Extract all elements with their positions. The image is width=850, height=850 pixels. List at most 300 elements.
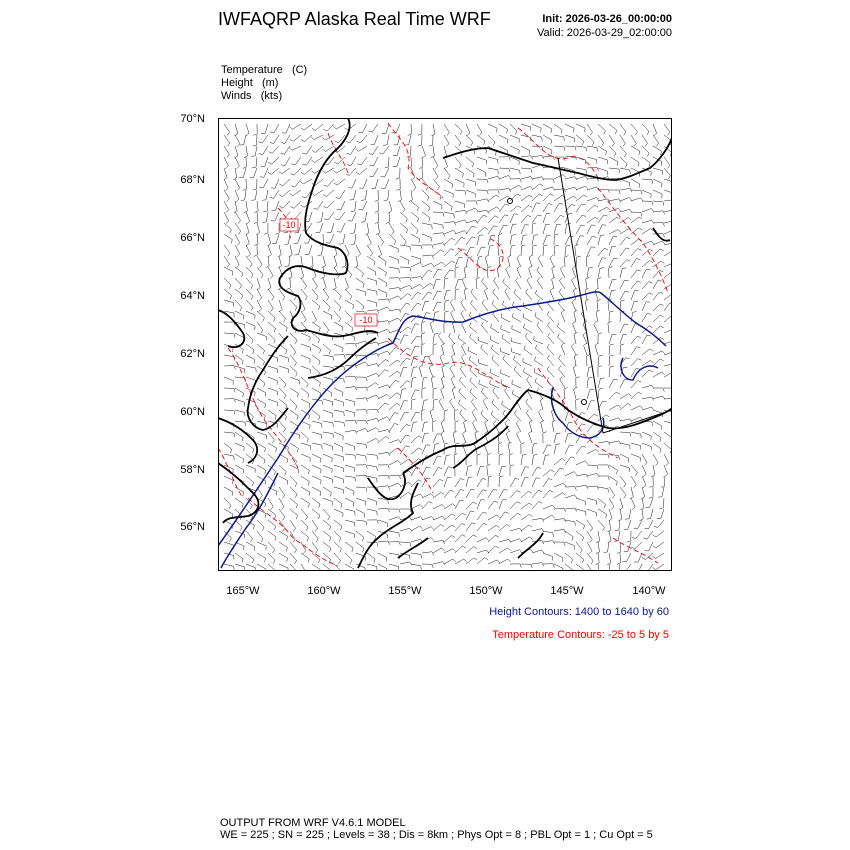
wind-barb bbox=[477, 135, 485, 141]
wind-barb bbox=[554, 508, 564, 509]
wind-barb-feather bbox=[274, 340, 276, 344]
wind-barb-feather bbox=[420, 517, 423, 520]
wind-barb-feather bbox=[491, 411, 492, 415]
wind-barb bbox=[642, 465, 646, 474]
wind-barb-feather bbox=[387, 307, 390, 310]
wind-barb bbox=[609, 367, 610, 377]
wind-barb-feather bbox=[559, 355, 561, 358]
wind-barb-feather bbox=[269, 152, 273, 154]
wind-barb bbox=[290, 388, 298, 393]
wind-barb-feather bbox=[575, 244, 579, 246]
wind-barb bbox=[527, 280, 532, 289]
wind-barb-feather bbox=[459, 377, 461, 381]
wind-barb bbox=[246, 256, 252, 264]
wind-barb bbox=[244, 135, 246, 145]
wind-barb-feather bbox=[494, 501, 498, 502]
wind-barb bbox=[301, 531, 309, 538]
wind-barb-feather bbox=[278, 255, 282, 257]
wind-barb bbox=[501, 373, 510, 377]
wind-barb bbox=[301, 377, 308, 384]
wind-barb bbox=[301, 355, 310, 359]
wind-barb bbox=[266, 212, 268, 222]
wind-barb-feather bbox=[595, 288, 598, 290]
wind-barb bbox=[444, 212, 454, 214]
wind-barb-feather bbox=[397, 393, 400, 395]
wind-barb-feather bbox=[406, 358, 410, 359]
wind-barb bbox=[477, 490, 483, 498]
wind-barb-feather bbox=[442, 548, 445, 551]
wind-barb bbox=[642, 370, 649, 377]
wind-barb bbox=[422, 283, 430, 289]
wind-barb bbox=[389, 223, 394, 232]
wind-barb-feather bbox=[387, 329, 390, 332]
wind-barb bbox=[532, 529, 542, 531]
wind-barb bbox=[574, 356, 576, 366]
wind-barb-feather bbox=[547, 366, 549, 370]
wind-barb bbox=[293, 124, 302, 129]
wind-barb bbox=[441, 434, 444, 444]
wind-barb-feather bbox=[296, 373, 298, 377]
wind-barb-feather bbox=[260, 265, 263, 268]
wind-barb bbox=[411, 157, 412, 167]
lon-label-140w: 140°W bbox=[632, 585, 666, 597]
wind-barb-feather bbox=[385, 262, 386, 266]
wind-barb bbox=[367, 509, 377, 511]
wind-barb bbox=[378, 508, 388, 509]
wind-barb bbox=[517, 269, 521, 278]
wind-barb-feather bbox=[440, 479, 444, 480]
wind-barb bbox=[576, 204, 582, 212]
wind-barb bbox=[334, 487, 344, 490]
wind-barb bbox=[356, 542, 364, 548]
wind-barb-feather bbox=[531, 156, 533, 160]
wind-barb bbox=[625, 564, 631, 571]
wind-barb bbox=[587, 553, 593, 561]
wind-barb-feather bbox=[366, 465, 367, 469]
wind-barb bbox=[491, 415, 499, 421]
wind-barb-feather bbox=[503, 301, 505, 305]
wind-barb-feather bbox=[352, 328, 353, 332]
wind-barb bbox=[444, 455, 446, 465]
wind-barb-feather bbox=[264, 383, 265, 387]
wind-barb-feather bbox=[523, 314, 524, 318]
wind-barb bbox=[293, 190, 301, 196]
wind-barb bbox=[235, 443, 244, 447]
wind-barb-feather bbox=[318, 306, 319, 310]
wind-barb bbox=[359, 168, 367, 174]
wind-barb bbox=[362, 124, 367, 133]
wind-barb-feather bbox=[427, 478, 431, 479]
wind-barb bbox=[543, 204, 548, 212]
wind-barb-feather bbox=[564, 137, 565, 141]
wind-barb-feather bbox=[596, 449, 599, 452]
wind-barb bbox=[433, 334, 434, 344]
wind-barb-feather bbox=[251, 285, 253, 289]
wind-barb bbox=[554, 493, 563, 498]
wind-barb bbox=[290, 333, 297, 340]
wind-barb-feather bbox=[618, 230, 621, 233]
wind-barb bbox=[532, 444, 533, 454]
wind-barb bbox=[389, 380, 395, 388]
wind-barb bbox=[491, 328, 499, 334]
wind-barb bbox=[543, 236, 547, 245]
wind-barb bbox=[323, 399, 333, 402]
wind-barb bbox=[664, 190, 672, 193]
wind-barb-feather bbox=[514, 366, 516, 370]
wind-barb-feather bbox=[569, 445, 573, 446]
wind-barb bbox=[642, 432, 651, 436]
wind-barb bbox=[517, 258, 521, 267]
wind-barb bbox=[299, 223, 302, 233]
wind-barb-feather bbox=[417, 336, 421, 337]
wind-barb-feather bbox=[346, 254, 349, 257]
wind-barb bbox=[664, 168, 671, 176]
wind-barb bbox=[433, 243, 443, 245]
wind-barb-feather bbox=[500, 476, 504, 477]
wind-barb-feather bbox=[258, 142, 262, 143]
wind-barb-feather bbox=[438, 468, 442, 469]
wind-barb-feather bbox=[575, 177, 577, 180]
wind-barb-feather bbox=[442, 205, 443, 209]
wind-barb bbox=[400, 245, 410, 247]
wind-barb bbox=[254, 168, 258, 177]
wind-barb bbox=[301, 432, 308, 439]
wind-barb bbox=[257, 344, 265, 351]
wind-barb-feather bbox=[537, 300, 539, 303]
wind-barb-feather bbox=[564, 542, 565, 546]
wind-barb-feather bbox=[468, 466, 472, 467]
wind-barb bbox=[422, 168, 423, 178]
wind-barb bbox=[499, 525, 507, 532]
wind-barb bbox=[257, 289, 262, 298]
wind-barb bbox=[389, 517, 398, 520]
field-unit: (C) bbox=[291, 64, 308, 76]
wind-barb-feather bbox=[517, 431, 520, 434]
wind-barb bbox=[543, 124, 552, 129]
wind-barb-feather bbox=[323, 129, 327, 131]
wind-barb-feather bbox=[242, 273, 243, 277]
wind-barb-feather bbox=[660, 326, 664, 328]
wind-barb bbox=[642, 229, 650, 234]
wind-barb-feather bbox=[291, 186, 295, 187]
wind-barb bbox=[279, 531, 288, 536]
wind-barb bbox=[653, 201, 663, 202]
wind-barb-feather bbox=[285, 416, 286, 420]
wind-barb bbox=[246, 322, 255, 326]
wind-barb bbox=[501, 384, 510, 388]
wind-barb-feather bbox=[524, 368, 525, 372]
wind-barb-feather bbox=[310, 266, 314, 268]
wind-barb bbox=[321, 212, 323, 222]
wind-barb-feather bbox=[376, 383, 379, 386]
wind-barb bbox=[664, 476, 665, 486]
wind-barb-feather bbox=[548, 204, 552, 205]
wind-barb bbox=[268, 333, 275, 340]
wind-barb-feather bbox=[596, 198, 599, 201]
wind-barb bbox=[587, 146, 597, 148]
wind-barb bbox=[543, 531, 553, 533]
wind-barb-feather bbox=[442, 505, 445, 508]
wind-barb-feather bbox=[230, 449, 232, 453]
wind-barb-feather bbox=[611, 507, 614, 510]
wind-barb bbox=[598, 168, 608, 171]
wind-barb-feather bbox=[334, 162, 338, 164]
wind-barb bbox=[345, 343, 355, 344]
wind-barb-feather bbox=[654, 526, 658, 528]
wind-barb-feather bbox=[431, 517, 434, 520]
wind-barb bbox=[664, 421, 672, 424]
wind-barb-feather bbox=[588, 377, 592, 378]
wind-barb bbox=[462, 357, 467, 366]
wind-barb-feather bbox=[351, 233, 355, 234]
wind-barb-feather bbox=[265, 470, 266, 474]
wind-barb-feather bbox=[608, 541, 612, 543]
wind-barb bbox=[400, 459, 408, 465]
wind-barb bbox=[594, 324, 598, 333]
wind-barb-feather bbox=[643, 485, 646, 488]
wind-barb bbox=[565, 434, 568, 444]
wind-barb bbox=[477, 467, 480, 477]
wind-barb-feather bbox=[366, 410, 367, 414]
wind-barb-feather bbox=[444, 410, 448, 411]
wind-barb bbox=[243, 168, 246, 178]
wind-barb-feather bbox=[529, 503, 532, 505]
wind-barb-feather bbox=[497, 560, 500, 563]
wind-barb bbox=[561, 346, 565, 355]
wind-barb bbox=[466, 502, 473, 509]
wind-barb bbox=[587, 424, 593, 432]
wind-barb bbox=[490, 340, 499, 345]
temp-contour-label: -10 bbox=[359, 315, 373, 325]
wind-barb bbox=[444, 201, 452, 207]
wind-barb bbox=[432, 422, 433, 432]
wind-barb bbox=[477, 523, 483, 531]
wind-barb bbox=[609, 553, 611, 563]
wind-barb-feather bbox=[312, 171, 315, 174]
wind-barb-feather bbox=[660, 270, 664, 272]
wind-barb-feather bbox=[271, 309, 274, 312]
wind-barb bbox=[554, 146, 564, 147]
wind-barb-feather bbox=[291, 207, 295, 209]
wind-barb-feather bbox=[364, 514, 365, 518]
wind-barb bbox=[275, 179, 279, 188]
wind-barb bbox=[323, 344, 331, 351]
wind-barb-feather bbox=[289, 127, 292, 130]
wind-barb bbox=[492, 403, 499, 410]
wind-barb bbox=[464, 422, 466, 432]
wind-barb bbox=[576, 446, 582, 454]
wind-barb bbox=[257, 333, 266, 337]
wind-barb bbox=[587, 378, 588, 388]
wind-barb-feather bbox=[482, 300, 484, 303]
wind-barb bbox=[642, 261, 650, 267]
wind-barb bbox=[265, 157, 268, 167]
wind-barb-feather bbox=[409, 471, 412, 474]
wind-barb-feather bbox=[265, 404, 266, 408]
wind-barb-feather bbox=[388, 486, 390, 490]
wind-barb-feather bbox=[315, 550, 317, 553]
wind-barb bbox=[535, 316, 543, 322]
wind-barb bbox=[514, 359, 522, 366]
wind-barb bbox=[378, 289, 387, 293]
wind-barb bbox=[444, 525, 452, 531]
wind-barb bbox=[378, 278, 387, 283]
wind-barb bbox=[365, 212, 367, 222]
wind-barb bbox=[378, 299, 388, 300]
wind-barb bbox=[330, 234, 334, 243]
wind-barb bbox=[389, 440, 398, 443]
wind-barb-feather bbox=[443, 225, 444, 229]
wind-barb-feather bbox=[478, 256, 482, 257]
wind-barb-feather bbox=[522, 245, 526, 246]
wind-barb bbox=[433, 540, 443, 542]
wind-barb bbox=[433, 468, 438, 477]
wind-barb-feather bbox=[503, 355, 505, 359]
wind-barb-feather bbox=[294, 297, 296, 300]
wind-barb-feather bbox=[350, 296, 352, 300]
wind-barb-feather bbox=[485, 558, 488, 560]
wind-barb bbox=[466, 220, 476, 223]
wind-barb-feather bbox=[284, 384, 286, 388]
wind-barb-feather bbox=[454, 214, 455, 218]
wind-barb-feather bbox=[656, 143, 658, 146]
wind-barb bbox=[224, 289, 232, 296]
wind-barb bbox=[498, 444, 499, 454]
wind-barb bbox=[598, 441, 608, 443]
wind-barb bbox=[598, 157, 608, 160]
wind-barb-feather bbox=[483, 523, 487, 525]
wind-barb bbox=[653, 280, 658, 289]
wind-barb bbox=[642, 360, 650, 366]
wind-barb-feather bbox=[355, 387, 357, 391]
wind-barb bbox=[294, 212, 301, 220]
wind-barb bbox=[488, 216, 495, 223]
wind-barb-feather bbox=[441, 387, 444, 389]
wind-barb bbox=[526, 413, 532, 421]
wind-barb bbox=[587, 531, 592, 539]
wind-barb-feather bbox=[573, 365, 576, 367]
wind-barb-feather bbox=[577, 256, 581, 257]
wind-barb-feather bbox=[282, 528, 284, 531]
wind-barb-feather bbox=[361, 200, 365, 201]
wind-barb bbox=[512, 384, 521, 388]
wind-barb bbox=[574, 312, 576, 322]
wind-barb bbox=[508, 444, 510, 454]
wind-barb bbox=[499, 204, 505, 212]
wind-barb-feather bbox=[471, 300, 473, 303]
wind-barb-feather bbox=[548, 333, 550, 336]
wind-barb bbox=[490, 384, 499, 388]
wind-barb bbox=[543, 515, 552, 520]
wind-barb bbox=[558, 304, 565, 311]
wind-barb bbox=[279, 487, 285, 495]
wind-barb-feather bbox=[559, 203, 563, 204]
wind-barb bbox=[609, 498, 614, 507]
wind-barb-feather bbox=[312, 150, 315, 152]
wind-barb-feather bbox=[357, 164, 361, 165]
wind-barb bbox=[653, 421, 662, 426]
wind-barb-feather bbox=[574, 288, 577, 290]
wind-barb bbox=[534, 372, 543, 377]
wind-barb-feather bbox=[243, 492, 244, 496]
wind-barb bbox=[334, 498, 342, 504]
wind-barb bbox=[656, 542, 664, 548]
wind-barb-feather bbox=[307, 439, 309, 443]
wind-barb-feather bbox=[589, 551, 592, 554]
wind-barb-feather bbox=[251, 274, 253, 278]
wind-barb-feather bbox=[397, 371, 400, 373]
wind-barb-feather bbox=[254, 255, 258, 256]
wind-barb bbox=[514, 414, 521, 421]
wind-barb-feather bbox=[287, 288, 291, 289]
wind-barb bbox=[294, 168, 301, 175]
wind-barb bbox=[315, 124, 323, 131]
wind-barb bbox=[257, 520, 264, 527]
wind-barb-feather bbox=[529, 514, 532, 516]
wind-barb bbox=[525, 337, 532, 344]
wind-barb bbox=[664, 303, 670, 311]
wind-barb-feather bbox=[419, 167, 423, 169]
wind-barb bbox=[356, 355, 366, 356]
wind-barb bbox=[367, 498, 376, 501]
wind-barb bbox=[572, 302, 576, 311]
wind-barb bbox=[664, 200, 672, 201]
wind-barb bbox=[400, 412, 405, 421]
wind-barb-feather bbox=[363, 548, 364, 552]
wind-barb bbox=[389, 413, 394, 421]
wind-barb bbox=[351, 146, 356, 154]
wind-barb bbox=[466, 257, 468, 267]
wind-barb-feather bbox=[470, 378, 472, 382]
wind-barb-feather bbox=[281, 143, 285, 144]
wind-barb-feather bbox=[396, 189, 400, 190]
wind-barb-feather bbox=[272, 297, 274, 300]
wind-barb bbox=[288, 234, 290, 244]
wind-barb-feather bbox=[537, 267, 539, 270]
wind-barb-feather bbox=[574, 387, 577, 389]
wind-barb-feather bbox=[591, 561, 593, 564]
wind-barb bbox=[411, 336, 417, 344]
wind-barb bbox=[560, 380, 565, 389]
wind-barb bbox=[400, 435, 406, 443]
wind-barb bbox=[433, 201, 442, 205]
wind-barb bbox=[411, 378, 412, 388]
wind-barb-feather bbox=[582, 424, 586, 425]
wind-barb bbox=[323, 553, 331, 560]
wind-barb-feather bbox=[396, 178, 400, 179]
wind-barb bbox=[532, 455, 534, 465]
wind-barb-feather bbox=[462, 513, 466, 515]
lat-label-60n: 60°N bbox=[180, 406, 205, 418]
wind-barb bbox=[224, 201, 229, 210]
wind-barb bbox=[653, 135, 659, 143]
wind-barb-feather bbox=[452, 261, 455, 263]
wind-barb bbox=[620, 394, 628, 399]
wind-barb bbox=[529, 434, 532, 443]
wind-barb-feather bbox=[433, 388, 437, 389]
wind-barb-feather bbox=[289, 148, 292, 151]
wind-barb-feather bbox=[505, 215, 509, 216]
wind-barb-feather bbox=[376, 428, 379, 431]
wind-barb-feather bbox=[630, 497, 633, 499]
wind-barb-feather bbox=[538, 255, 541, 258]
wind-barb-feather bbox=[533, 223, 537, 224]
wind-barb-feather bbox=[227, 264, 230, 267]
wind-barb bbox=[378, 329, 387, 333]
wind-barb-feather bbox=[409, 482, 412, 485]
wind-barb bbox=[631, 239, 639, 245]
wind-barb-feather bbox=[482, 479, 486, 480]
